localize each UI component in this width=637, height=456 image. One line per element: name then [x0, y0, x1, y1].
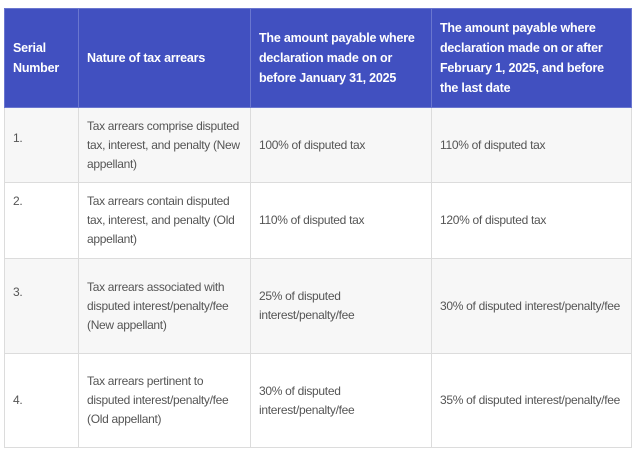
table-row	[5, 183, 632, 259]
header-nature: Nature of tax arrears	[79, 9, 251, 108]
nature-cell: Tax arrears contain disputed tax, interest, and penalty (Old appellant)	[79, 183, 251, 259]
tax-arrears-table	[4, 8, 632, 448]
before-cell: 100% of disputed tax	[251, 108, 432, 183]
table-row	[5, 108, 632, 183]
before-cell: 25% of disputed interest/penalty/fee	[251, 259, 432, 354]
serial-cell: 1.	[5, 108, 79, 183]
header-row	[5, 9, 632, 108]
header-serial-number: Serial Number	[5, 9, 79, 108]
serial-cell: 4.	[5, 354, 79, 448]
nature-cell: Tax arrears comprise disputed tax, interest, and penalty (New appellant)	[79, 108, 251, 183]
after-cell: 30% of disputed interest/penalty/fee	[432, 259, 632, 354]
serial-cell: 3.	[5, 259, 79, 354]
header-amount-before: The amount payable where declaration made on or before January 31, 2025	[251, 9, 432, 108]
table-row	[5, 354, 632, 448]
serial-cell: 2.	[5, 183, 79, 259]
table-row	[5, 259, 632, 354]
nature-cell: Tax arrears pertinent to disputed interest/penalty/fee (Old appellant)	[79, 354, 251, 448]
after-cell: 120% of disputed tax	[432, 183, 632, 259]
after-cell: 35% of disputed interest/penalty/fee	[432, 354, 632, 448]
after-cell: 110% of disputed tax	[432, 108, 632, 183]
before-cell: 30% of disputed interest/penalty/fee	[251, 354, 432, 448]
before-cell: 110% of disputed tax	[251, 183, 432, 259]
nature-cell: Tax arrears associated with disputed interest/penalty/fee (New appellant)	[79, 259, 251, 354]
header-amount-after: The amount payable where declaration made on or after February 1, 2025, and before the last date	[432, 9, 632, 108]
